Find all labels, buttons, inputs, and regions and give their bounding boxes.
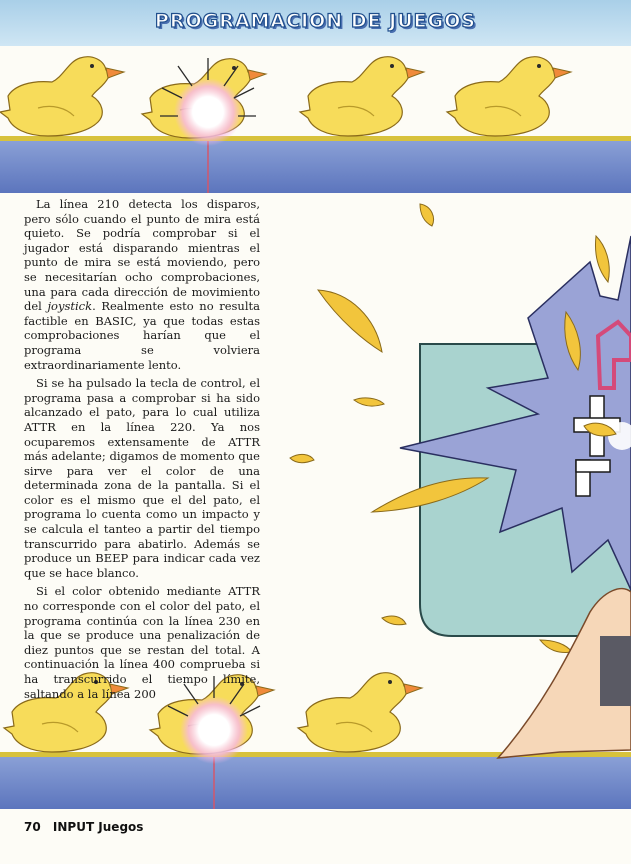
joystick-base bbox=[600, 636, 631, 706]
duck bbox=[300, 57, 424, 136]
footer-title: INPUT Juegos bbox=[52, 820, 144, 834]
water-band bbox=[0, 141, 631, 193]
page-footer bbox=[24, 820, 143, 834]
paragraph-emphasis: joystick bbox=[47, 299, 93, 314]
rail bbox=[0, 136, 631, 141]
duck bbox=[0, 57, 124, 136]
paragraph: Si se ha pulsado la tecla de control, el programa pasa a comprobar si ha sido alcanzado el pato, para lo cual utiliza ATTR en la línea 220. Ya nos ocuparemos extensamente de ATTR más adelante; digamos de momento que sirve para ver el color de una determinada zona de la pantalla. Si el color es el mismo que el del pato, el programa lo cuenta como un impacto y se calcula el tanteo a partir del tiempo transcurrido para abatirlo. Además se produce un BEEP para indicar cada vez que se hace blanco. bbox=[24, 376, 260, 580]
paragraph-text: La línea 210 detecta los disparos, pero sólo cuando el punto de mira está quieto. Se podría comprobar si el jugador está disparando mientras el punto de mira se está moviendo, pero se necesitarían ocho comprobaciones, una para cada dirección de movimiento del bbox=[24, 197, 260, 314]
hit-duck bbox=[142, 58, 266, 146]
duck bbox=[447, 57, 571, 136]
page-number: 70 bbox=[24, 820, 41, 834]
paragraph-text: . Realmente esto no resulta factible en BASIC, ya que todas estas comprobaciones harían que el programa se volviera extraordinariamente lento. bbox=[24, 299, 260, 372]
duck bbox=[298, 673, 422, 752]
paragraph: Si el color obtenido mediante ATTR no corresponde con el color del pato, el programa continúa con la línea 230 en la que se produce una penalización de diez puntos que se restan del total. A continuación la línea 400 comprueba si ha transcurrido el tiempo límite, saltando a la línea 200 bbox=[24, 584, 260, 701]
paragraph bbox=[24, 197, 260, 372]
top-duck-row bbox=[0, 57, 631, 193]
article-body bbox=[24, 197, 260, 705]
page-header-title: PROGRAMACION DE JUEGOS bbox=[154, 10, 477, 32]
right-illustration bbox=[290, 204, 631, 758]
water-band bbox=[0, 757, 631, 809]
